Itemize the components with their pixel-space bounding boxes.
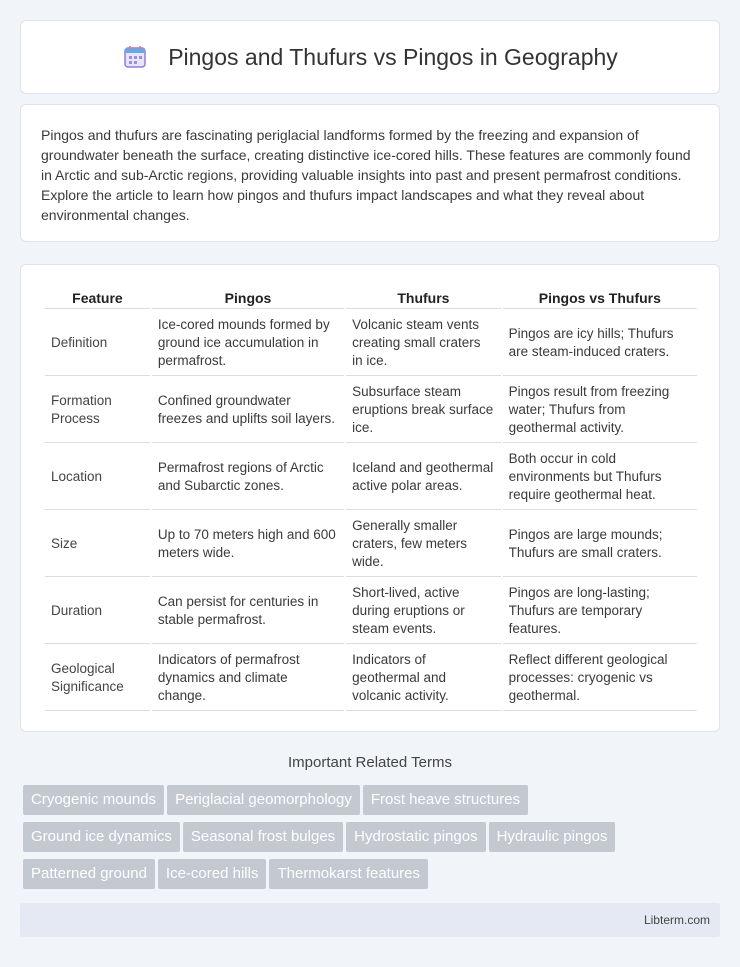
table-row [45, 445, 697, 510]
cell-thufurs: Volcanic steam vents creating small craters in ice. [346, 311, 500, 376]
cell-thufurs: Subsurface steam eruptions break surface ice. [346, 378, 500, 443]
footer [20, 903, 720, 937]
cell-comparison: Pingos are icy hills; Thufurs are steam-induced craters. [503, 311, 697, 376]
cell-thufurs: Short-lived, active during eruptions or steam events. [346, 579, 500, 644]
table-row [45, 512, 697, 577]
table-row [45, 579, 697, 644]
related-term-tag[interactable]: Thermokarst features [269, 859, 428, 889]
cell-thufurs: Indicators of geothermal and volcanic activity. [346, 646, 500, 711]
header-feature: Feature [45, 287, 150, 309]
header-thufurs: Thufurs [346, 287, 500, 309]
comparison-table [43, 285, 699, 713]
cell-comparison: Both occur in cold environments but Thufurs require geothermal heat. [503, 445, 697, 510]
cell-feature: Duration [45, 579, 150, 644]
calendar-grid-icon [122, 44, 148, 70]
header-pingos-vs-thufurs: Pingos vs Thufurs [503, 287, 697, 309]
cell-pingos: Confined groundwater freezes and uplifts soil layers. [152, 378, 344, 443]
cell-feature: Geological Significance [45, 646, 150, 711]
related-term-tag[interactable]: Hydrostatic pingos [346, 822, 485, 852]
cell-feature: Size [45, 512, 150, 577]
intro-card [20, 104, 720, 242]
related-term-tag[interactable]: Ground ice dynamics [23, 822, 180, 852]
cell-comparison: Reflect different geological processes: cryogenic vs geothermal. [503, 646, 697, 711]
intro-text: Pingos and thufurs are fascinating periglacial landforms formed by the freezing and expansion of groundwater beneath the surface, creating distinctive ice-cored hills. These features are commonly found in Arctic and sub-Arctic regions, providing valuable insights into past and present permafrost conditions. Explore the article to learn how pingos and thufurs impact landscapes and what they reveal about environmental changes. [41, 127, 691, 223]
related-term-tag[interactable]: Patterned ground [23, 859, 155, 889]
comparison-table-card [20, 264, 720, 732]
cell-pingos: Can persist for centuries in stable permafrost. [152, 579, 344, 644]
related-terms-list [23, 785, 723, 896]
cell-comparison: Pingos result from freezing water; Thufurs from geothermal activity. [503, 378, 697, 443]
related-term-tag[interactable]: Ice-cored hills [158, 859, 267, 889]
table-row [45, 646, 697, 711]
cell-feature: Formation Process [45, 378, 150, 443]
related-term-tag[interactable]: Cryogenic mounds [23, 785, 164, 815]
header-card [20, 20, 720, 94]
footer-site-link[interactable]: Libterm.com [643, 913, 710, 927]
cell-pingos: Ice-cored mounds formed by ground ice accumulation in permafrost. [152, 311, 344, 376]
table-row [45, 311, 697, 376]
cell-pingos: Up to 70 meters high and 600 meters wide. [152, 512, 344, 577]
table-row [45, 378, 697, 443]
header-pingos: Pingos [152, 287, 344, 309]
cell-comparison: Pingos are long-lasting; Thufurs are temporary features. [503, 579, 697, 644]
cell-feature: Location [45, 445, 150, 510]
related-term-tag[interactable]: Frost heave structures [363, 785, 528, 815]
table-header-row [45, 287, 697, 309]
cell-pingos: Indicators of permafrost dynamics and climate change. [152, 646, 344, 711]
related-term-tag[interactable]: Periglacial geomorphology [167, 785, 360, 815]
page-title: Pingos and Thufurs vs Pingos in Geography [168, 43, 618, 70]
cell-comparison: Pingos are large mounds; Thufurs are small craters. [503, 512, 697, 577]
cell-feature: Definition [45, 311, 150, 376]
related-terms-title: Important Related Terms [288, 754, 452, 771]
cell-thufurs: Iceland and geothermal active polar areas. [346, 445, 500, 510]
cell-pingos: Permafrost regions of Arctic and Subarctic zones. [152, 445, 344, 510]
related-term-tag[interactable]: Hydraulic pingos [489, 822, 616, 852]
cell-thufurs: Generally smaller craters, few meters wide. [346, 512, 500, 577]
related-term-tag[interactable]: Seasonal frost bulges [183, 822, 343, 852]
